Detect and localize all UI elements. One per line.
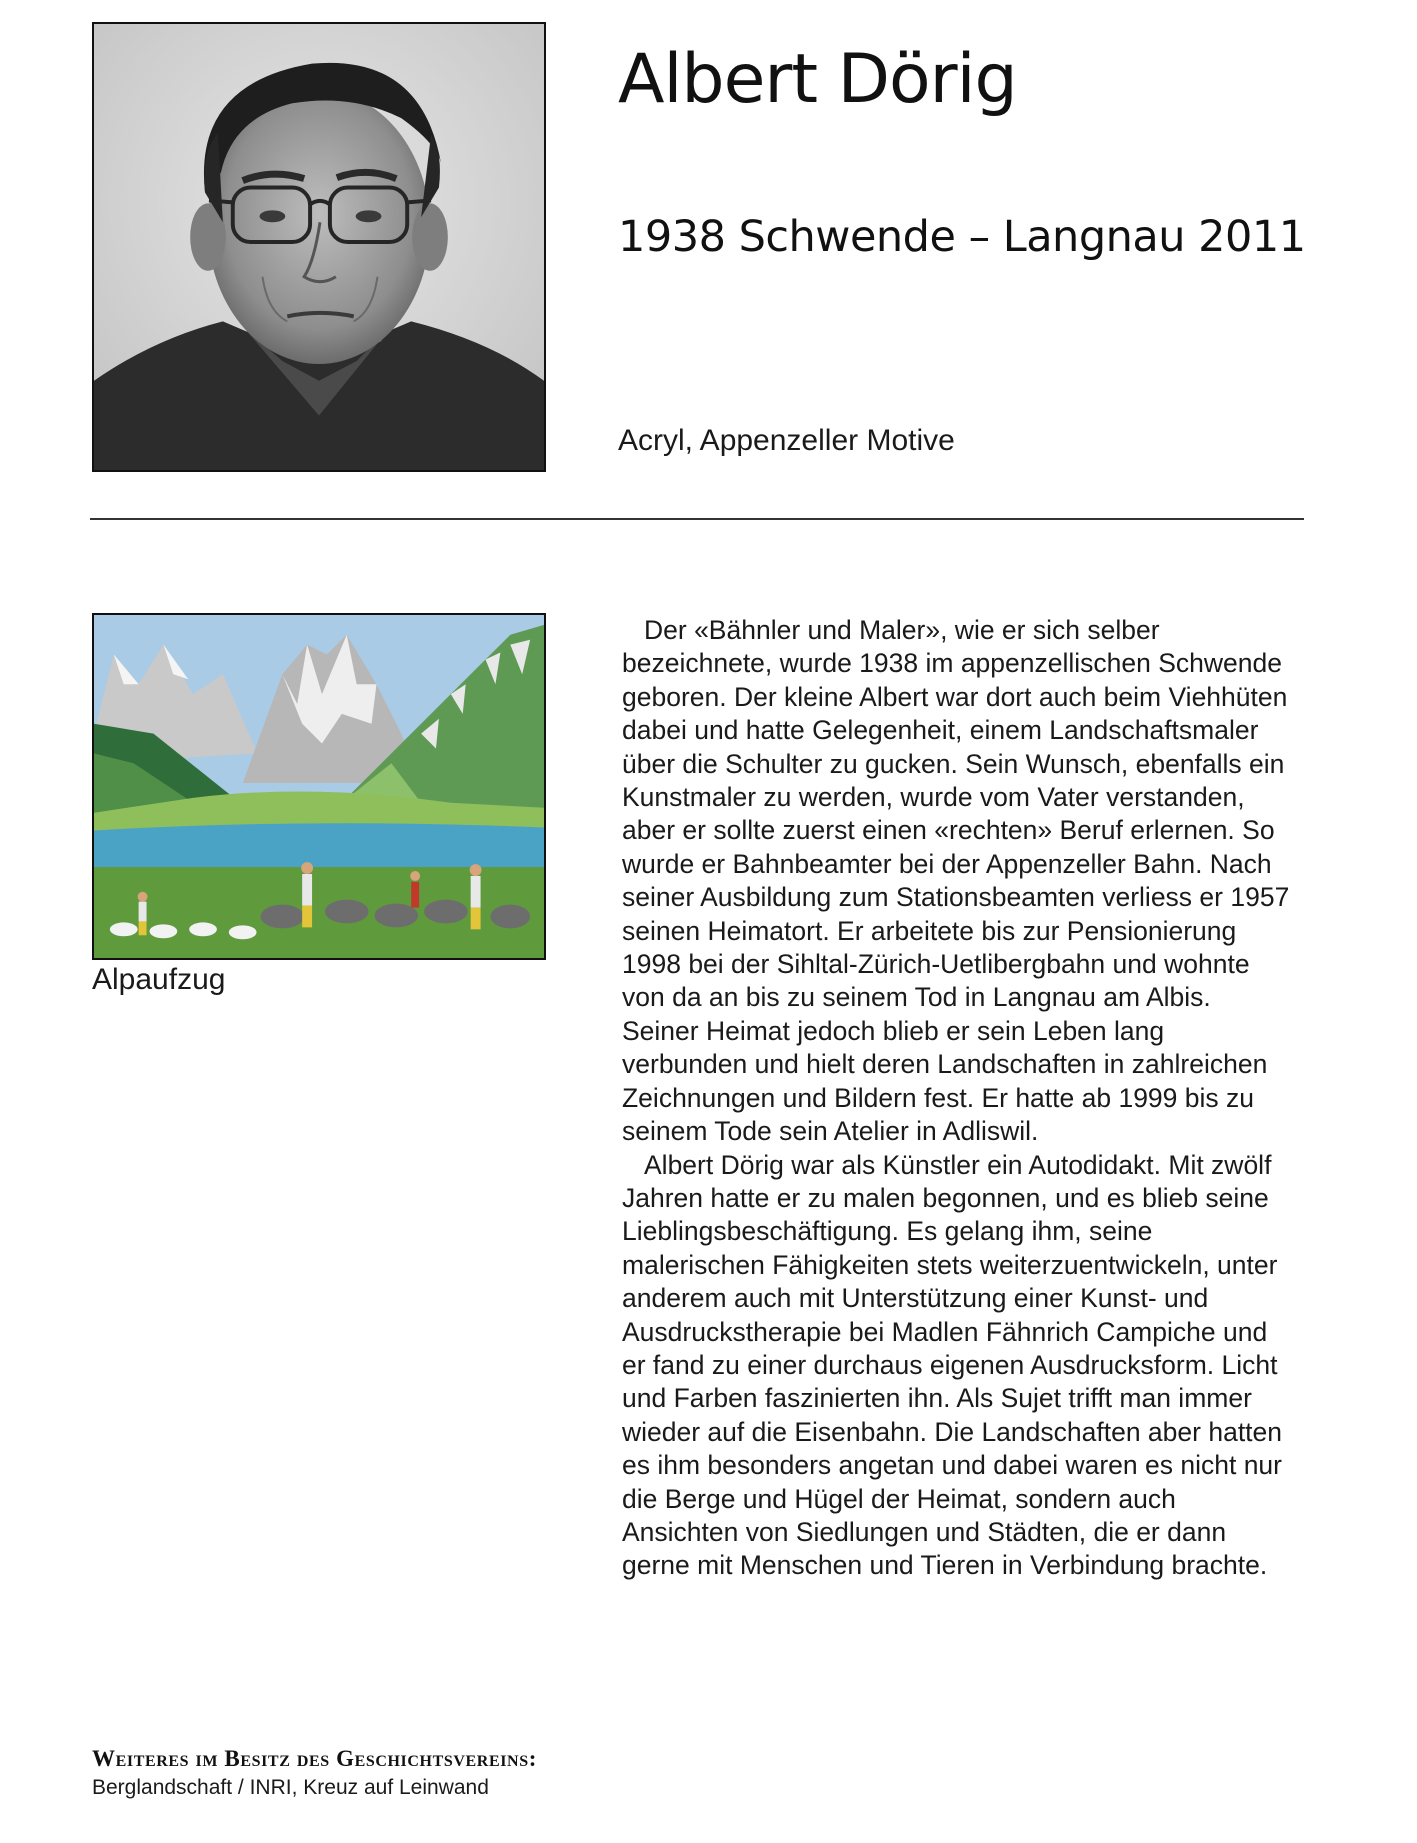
footer-item: Berglandschaft / INRI, Kreuz auf Leinwand — [92, 1776, 489, 1799]
artist-life-dates: 1938 Schwende – Langnau 2011 — [618, 212, 1306, 262]
painting-alpaufzug-image — [92, 613, 546, 960]
painting-caption: Alpaufzug — [92, 963, 226, 996]
artist-portrait-photo — [92, 22, 546, 472]
artist-technique: Acryl, Appenzeller Motive — [618, 424, 955, 457]
biography-paragraph: Albert Dörig war als Künstler ein Autodidakt. Mit zwölf Jahren hatte er zu malen begonnen, und es blieb seine Lieblingsbeschäftigung. Es gelang ihm, seine malerischen Fähigkeiten stets weiterzuentwickeln, unter anderem auch mit Unterstützung einer Kunst- und Ausdruckstherapie bei Madlen Fähnrich Campiche und er fand zu einer durchaus eigenen Ausdrucksform. Licht und Farben faszinierten ihn. Als Sujet trifft man immer wieder auf die Eisenbahn. Die Landschaften aber hatten es ihm besonders angetan und dabei waren es nicht nur die Berge und Hügel der Heimat, sondern auch Ansichten von Siedlungen und Städten, die er dann gerne mit Menschen und Tieren in Verbindung brachte. — [622, 1149, 1283, 1581]
artist-name: Albert Dörig — [618, 40, 1017, 119]
horizontal-divider — [90, 518, 1304, 520]
footer-heading: Weiteres im Besitz des Geschichtsvereins: — [92, 1746, 537, 1771]
biography-paragraph: Der «Bähnler und Maler», wie er sich selber bezeichnete, wurde 1938 im appenzellischen Schwende geboren. Der kleine Albert war dort auch beim Viehhüten dabei und hatte Gelegenheit, einem Landschaftsmaler über die Schulter zu gucken. Sein Wunsch, ebenfalls ein Kunstmaler zu werden, wurde vom Vater verstanden, aber er sollte zuerst einen «rechten» Beruf erlernen. So wurde er Bahnbeamter bei der Appenzeller Bahn. Nach seiner Ausbildung zum Stationsbeamten verliess er 1957 seinen Heimatort. Er arbeitete bis zur Pensionierung 1998 bei der Sihltal-Zürich-Uetlibergbahn und wohnte von da an bis zu seinem Tod in Langnau am Albis. Seiner Heimat jedoch blieb er sein Leben lang verbunden und hielt deren Landschaften in zahlreichen Zeichnungen und Bildern fest. Er hatte ab 1999 bis zu seinem Tode sein Atelier in Adliswil. — [622, 615, 1290, 1147]
biography-text — [622, 614, 1290, 1583]
